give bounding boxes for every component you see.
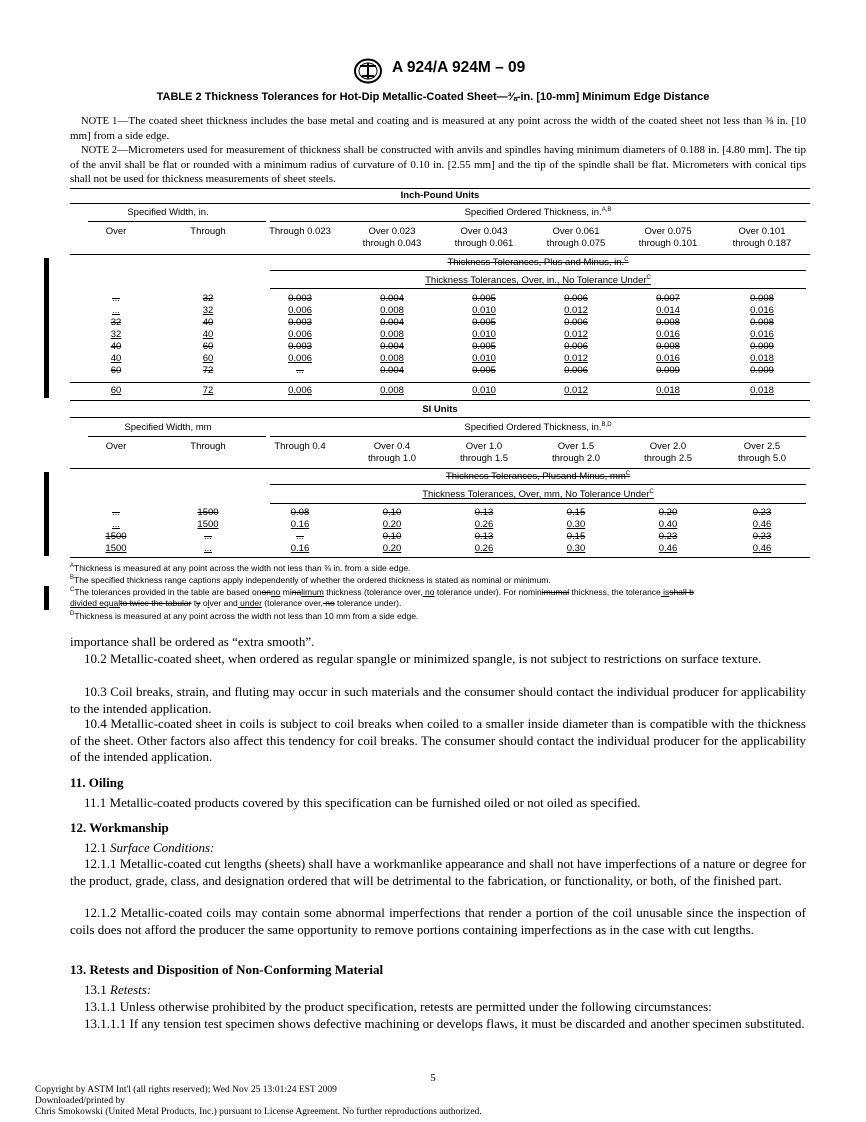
table-cell: 0.005 (472, 341, 496, 352)
table-cell: 1500 (105, 543, 127, 554)
table-cell: 0.006 (564, 317, 588, 328)
table-row (70, 519, 810, 531)
paragraph-12-1-1: 12.1.1 Metallic-coated cut lengths (sheets) shall have a workmanlike appearance and shall not have imperfections of a nature or degree for the product, grade, class, and designation ordered that will be detrimental to the fabrication, or functionality, or both, of the finished part. (70, 856, 806, 888)
table-cell: 0.010 (472, 329, 496, 340)
table-cell: 0.003 (288, 317, 312, 328)
standard-designation: A 924/A 924M – 09 (392, 59, 526, 76)
table-cell: 0.006 (288, 385, 312, 396)
table-cell: ... (204, 531, 212, 542)
table-cell: 0.10 (382, 507, 402, 518)
table-cell: 0.26 (474, 543, 494, 554)
si-deleted-caption: Thickness Tolerances, Plusand Minus, $mm^C$ (445, 471, 631, 483)
table-cell: 0.016 (656, 353, 680, 364)
table-cell: 0.008 (656, 341, 680, 352)
si-rows (70, 507, 810, 555)
table-cell: 0.20 (658, 507, 678, 518)
table-cell: 32 (202, 305, 214, 316)
paragraph-12-1-2: 12.1.2 Metallic-coated coils may contain some abnormal imperfections that render a portion of the coil unusable since the inspection of coils does not afford the producer the same opportunity to remove portions containing imperfections as in the case with cut lengths. (70, 905, 806, 937)
table-row (70, 353, 810, 365)
paragraph-10-4: 10.4 Metallic-coated sheet in coils is subject to coil breaks when coiled to a smaller inside diameter than is compatible with the thickness of the sheet. Other factors also affect this tendency for coil breaks. The consumer should contact the individual producer for the applicability of the intended application. (70, 716, 806, 764)
table-cell: 0.009 (656, 365, 680, 376)
table-row (70, 507, 810, 519)
table-cell: 0.006 (288, 353, 312, 364)
paragraph-10-3: 10.3 Coil breaks, strain, and fluting may occur in such materials and the consumer should contact the individual producer for applicability to the intended application. (70, 684, 806, 716)
table-cell: ... (112, 305, 120, 316)
paragraph-12-1: 12.1 Surface Conditions: (84, 840, 215, 855)
table-cell: 0.010 (472, 385, 496, 396)
section-heading-11: 11. Oiling (70, 775, 124, 790)
table-cell: 0.13 (474, 507, 494, 518)
table-cell: 0.23 (752, 531, 772, 542)
si-spec-width-header: Specified Width, mm (124, 422, 212, 433)
table-row (70, 365, 810, 377)
table-cell: 72 (202, 385, 214, 396)
si-new-caption: Thickness Tolerances, Over, mm, No Tolerance Under$^C$ (422, 489, 654, 501)
table-cell: 0.008 (750, 317, 774, 328)
table-cell: 0.009 (750, 365, 774, 376)
table-cell: 40 (110, 341, 122, 352)
table-cell: 0.46 (752, 519, 772, 530)
table-cell: 0.018 (656, 385, 680, 396)
inch-pound-colheads: Over Through Through 0.023 Over 0.023 Over 0.043 Over 0.061 Over 0.075 Over 0.101 through 0.043 through 0.061 through 0.075 through 0.101 through 0.187 (105, 226, 792, 249)
table-cell: 60 (202, 353, 214, 364)
si-spec-thickness-header: Specified Ordered Thickness, in.$^{B,D}$ (464, 422, 612, 434)
deleted-caption: Thickness Tolerances, Plus and Minus, in.$^C$ (447, 257, 629, 269)
table-row (70, 317, 810, 329)
table-cell: 0.40 (658, 519, 678, 530)
table-cell: 0.008 (750, 293, 774, 304)
spec-thickness-header: Specified Ordered Thickness, in.$^{A,B}$ (464, 207, 612, 219)
table-cell: 0.009 (750, 341, 774, 352)
table-cell: 0.004 (380, 341, 404, 352)
table-cell: 0.004 (380, 317, 404, 328)
paragraph-11-1: 11.1 Metallic-coated products covered by this specification can be furnished oiled or not oiled as specified. (84, 795, 641, 810)
table-cell: 0.008 (380, 305, 404, 316)
table-cell: 0.20 (382, 543, 402, 554)
table-cell: 0.008 (380, 385, 404, 396)
copyright-footer: Copyright by ASTM Int'l (all rights reserved); Wed Nov 25 13:01:24 EST 2009 Downloaded/printed by Chris Smokowski (United Metal Products, Inc.) pursuant to License Agreement. No further reproductions authorized. (35, 1085, 482, 1117)
table-row (70, 377, 810, 397)
table-cell: 0.20 (382, 519, 402, 530)
table-cell: 0.004 (380, 293, 404, 304)
inch-pound-band: Inch-Pound Units (400, 190, 480, 201)
table-cell: 0.008 (380, 353, 404, 364)
table-cell: 0.003 (288, 341, 312, 352)
table-cell: 0.010 (472, 353, 496, 364)
paragraph-13-1-1-1: 13.1.1.1 If any tension test specimen shows defective machining or develops flaws, it must be discarded and another specimen substituted. (84, 1016, 805, 1031)
table-cell: 0.30 (566, 519, 586, 530)
table-cell: 0.012 (564, 353, 588, 364)
table-cell: 0.006 (564, 293, 588, 304)
table-cell: 32 (110, 317, 122, 328)
paragraph: importance shall be ordered as “extra smooth”. (70, 634, 315, 649)
change-bar (44, 258, 49, 398)
table-cell: 0.016 (750, 305, 774, 316)
table-cell: 60 (110, 365, 122, 376)
spec-width-header: Specified Width, in. (127, 207, 209, 218)
table-cell: 32 (202, 293, 214, 304)
astm-logo-icon (353, 58, 383, 84)
table-cell: 0.008 (380, 329, 404, 340)
table-cell: 0.018 (750, 353, 774, 364)
table-cell: 0.004 (380, 365, 404, 376)
table-cell: 0.10 (382, 531, 402, 542)
table-cell: 0.15 (566, 531, 586, 542)
change-bar (44, 472, 49, 556)
table-cell: 0.16 (290, 519, 310, 530)
table-row (70, 293, 810, 305)
table-cell: 0.003 (288, 293, 312, 304)
si-band: SI Units (422, 404, 458, 415)
table-cell: ... (112, 293, 120, 304)
table-cell: 0.005 (472, 293, 496, 304)
table-cell: 1500 (105, 531, 127, 542)
table-cell: 0.26 (474, 519, 494, 530)
table-cell: ... (296, 531, 304, 542)
new-caption: Thickness Tolerances, Over, in., No Tolerance Under$^C$ (425, 275, 651, 287)
table-cell: 0.006 (564, 365, 588, 376)
table-cell: 0.08 (290, 507, 310, 518)
table-cell: 0.012 (564, 385, 588, 396)
table-cell: 0.23 (658, 531, 678, 542)
table-cell: 1500 (197, 507, 219, 518)
footnote-b: $^B$The specified thickness range captions apply independently of whether the ordered thickness is stated as nominal or minimum. (70, 574, 551, 585)
table-cell: 72 (202, 365, 214, 376)
table-cell: 0.010 (472, 305, 496, 316)
inch-pound-rows (70, 293, 810, 397)
table-cell: 0.15 (566, 507, 586, 518)
table-cell: 32 (110, 329, 122, 340)
paragraph-13-1-1: 13.1.1 Unless otherwise prohibited by the product specification, retests are permitted under the following circumstances: (84, 999, 712, 1014)
section-heading-13: 13. Retests and Disposition of Non-Conforming Material (70, 962, 384, 977)
table-cell: 0.46 (658, 543, 678, 554)
table-row (70, 341, 810, 353)
table-cell: 60 (202, 341, 214, 352)
footnote-a: $^A$Thickness is measured at any point across the width not less than ⅜ in. from a side edge. (70, 562, 411, 573)
table-cell: ... (204, 543, 212, 554)
page-header (0, 58, 866, 84)
table-cell: 0.016 (750, 329, 774, 340)
table-row (70, 543, 810, 555)
page-number: 5 (430, 1072, 436, 1084)
table-cell: 0.014 (656, 305, 680, 316)
section-heading-12: 12. Workmanship (70, 820, 169, 835)
table-cell: 40 (202, 317, 214, 328)
table-cell: ... (112, 507, 120, 518)
table-cell: 0.007 (656, 293, 680, 304)
table-cell: 0.16 (290, 543, 310, 554)
table-cell: 0.13 (474, 531, 494, 542)
table-cell: 0.23 (752, 507, 772, 518)
table-cell: 0.012 (564, 329, 588, 340)
footnote-d: $^D$Thickness is measured at any point across the width not less than 10 mm from a side edge. (70, 610, 419, 621)
table-cell: 0.006 (288, 329, 312, 340)
table-title: TABLE 2 Thickness Tolerances for Hot-Dip Metallic-Coated Sheet—⅜-in. [10-mm] Minimum Edge Distance (156, 91, 710, 103)
table-cell: ... (296, 365, 304, 376)
table-row (70, 531, 810, 543)
table-cell: 0.005 (472, 365, 496, 376)
footnote-c: $^C$The tolerances provided in the table are based ononno minalimum thickness (tolerance over, no tolerance under). For nominimumal thickness, the tolerance isshall b divided equalto twice the tabular ty olver and under (tolerance over, no tolerance under). (70, 586, 694, 608)
table-cell: ... (112, 519, 120, 530)
table-cell: 0.008 (656, 317, 680, 328)
table-row (70, 305, 810, 317)
table-cell: 0.006 (564, 341, 588, 352)
table-cell: 60 (110, 385, 122, 396)
table-note-2: NOTE 2—Micrometers used for measurement of thickness shall be constructed with anvils and spindles having minimum diameters of 0.188 in. [4.80 mm]. The tip of the anvil shall be flat or rounded with a minimum radius of curvature of 0.10 in. [2.55 mm] and the tip of the spindle shall be flat. Micrometers with conical tips shall not be used for thickness measurements of sheet steels. (70, 144, 806, 185)
change-bar (44, 586, 49, 610)
table-cell: 0.005 (472, 317, 496, 328)
paragraph-10-2: 10.2 Metallic-coated sheet, when ordered as regular spangle or minimized spangle, is not subject to restrictions on surface texture. (84, 651, 762, 666)
si-colheads: Over Through Through 0.4 Over 0.4 Over 1.0 Over 1.5 Over 2.0 Over 2.5 through 1.0 through 1.5 through 2.0 through 2.5 through 5.0 (105, 441, 787, 464)
table-cell: 0.012 (564, 305, 588, 316)
table-row (70, 329, 810, 341)
table-cell: 0.006 (288, 305, 312, 316)
table-note-1: NOTE 1—The coated sheet thickness includes the base metal and coating and is measured at any point across the width of the coated sheet not less than ⅜ in. [10 mm] from a side edge. (70, 115, 806, 142)
table-cell: 0.016 (656, 329, 680, 340)
paragraph-13-1: 13.1 Retests: (84, 982, 152, 997)
table-cell: 0.30 (566, 543, 586, 554)
table-cell: 0.018 (750, 385, 774, 396)
table-cell: 40 (202, 329, 214, 340)
table-cell: 1500 (197, 519, 219, 530)
table-cell: 0.46 (752, 543, 772, 554)
table-cell: 40 (110, 353, 122, 364)
